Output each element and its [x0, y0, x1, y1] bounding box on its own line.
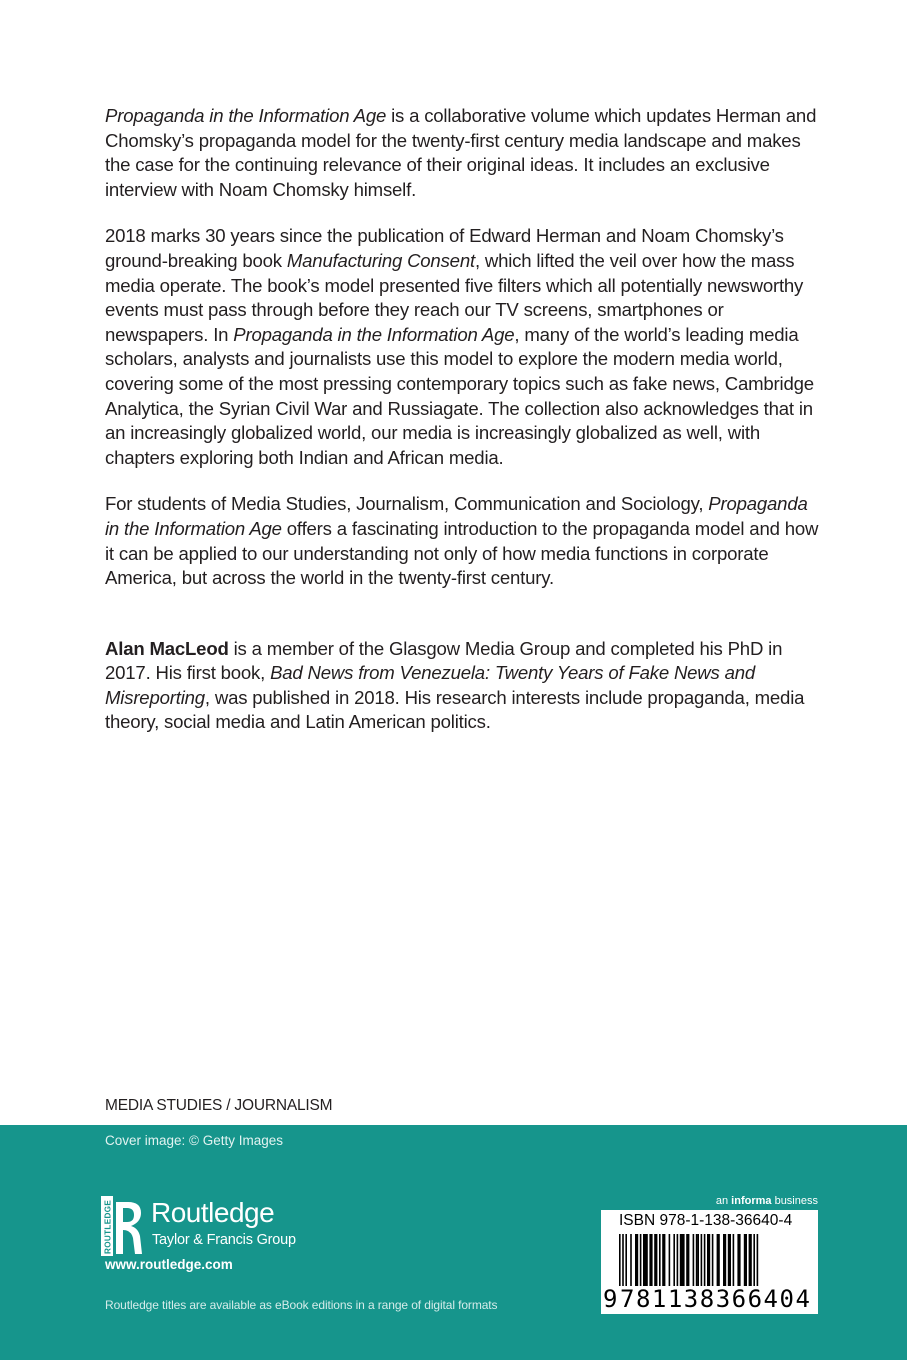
subject-category: MEDIA STUDIES / JOURNALISM — [105, 1097, 333, 1114]
barcode-bar — [654, 1234, 657, 1290]
barcode-bar — [737, 1234, 740, 1290]
routledge-mark-icon — [101, 1196, 143, 1256]
book-title: Propaganda in the Information Age — [105, 493, 808, 539]
book-title: Propaganda in the Information Age — [233, 323, 515, 345]
barcode-digit-string: 781138366404 — [617, 1286, 814, 1312]
barcode-bar — [701, 1234, 703, 1290]
ebook-note: Routledge titles are available as eBook editions in a range of digital formats — [105, 1298, 498, 1312]
book-title: Propaganda in the Information Age — [105, 105, 387, 126]
barcode-bar — [662, 1234, 665, 1290]
barcode-bar — [640, 1234, 642, 1290]
barcode-digits — [601, 1286, 818, 1312]
barcode-bar — [704, 1234, 706, 1290]
back-cover-copy — [105, 104, 825, 757]
barcode-bar — [712, 1234, 714, 1290]
barcode-bar — [669, 1234, 671, 1290]
blurb-paragraph-2: 2018 marks 30 years since the publication of Edward Herman and Noam Chomsky’s ground-breaking book Manufacturing Consent, which lifted the veil over how the mass media operate. The book’s model presented five filters which all potentially newsworthy events must pass through before they reach our TV screens, smartphones or newspapers. In Propaganda in the Information Age, many of the world’s leading media scholars, analysts and journalists use this model to explore the modern media world, covering some of the most pressing contemporary topics such as fake news, Cambridge Analytica, the Syrian Civil War and Russiagate. The collection also acknowledges that in an increasingly globalized world, our media is increasingly globalized as well, with chapters exploring both Indian and African media. — [105, 225, 814, 468]
barcode-bar — [728, 1234, 731, 1290]
routledge-vertical-mark: ROUTLEDGE — [103, 1199, 113, 1254]
barcode-bar — [707, 1234, 710, 1290]
referenced-book-title: Manufacturing Consent — [286, 249, 475, 271]
routledge-logo — [101, 1196, 341, 1256]
publisher-name: Routledge — [151, 1197, 275, 1228]
publisher-band — [0, 1125, 907, 1360]
barcode-first-digit: 9 — [603, 1285, 618, 1313]
isbn-barcode — [601, 1210, 818, 1314]
author-bio: Alan MacLeod is a member of the Glasgow Media Group and completed his PhD in 2017. His first book, Bad News from Venezuela: Twenty Years of Fake News and Misreporting, was published in 2018. His research interests include propaganda, media theory, social media and Latin American politics. — [105, 637, 805, 733]
blurb-paragraph-3: For students of Media Studies, Journalism, Communication and Sociology, Propaganda in the Information Age offers a fascinating introduction to the propaganda model and how it can be applied to our understanding not only of how media functions in corporate America, but across the world in the twenty-first century. — [105, 493, 819, 589]
barcode-bar — [673, 1234, 675, 1290]
barcode-bar — [643, 1234, 648, 1290]
barcode-bar — [677, 1234, 679, 1290]
barcode-bar — [680, 1234, 685, 1290]
barcode-bar — [717, 1234, 720, 1290]
cover-image-credit: Cover image: © Getty Images — [105, 1133, 284, 1148]
publisher-group: Taylor & Francis Group — [152, 1232, 296, 1248]
blurb-paragraph-1: Propaganda in the Information Age is a collaborative volume which updates Herman and Chomsky’s propaganda model for the twenty-first century media landscape and makes the case for the continuing relevance of their original ideas. It includes an exclusive interview with Noam Chomsky himself. — [105, 105, 817, 200]
barcode-bar — [659, 1234, 661, 1290]
barcode-bar — [744, 1234, 747, 1290]
author-name: Alan MacLeod — [105, 637, 229, 659]
publisher-website[interactable]: www.routledge.com — [105, 1257, 233, 1272]
barcode-bar — [625, 1234, 627, 1290]
informa-tagline: an informa business — [715, 1195, 818, 1207]
isbn-label: ISBN 978-1-138-36640-4 — [619, 1212, 793, 1229]
barcode-bar — [733, 1234, 735, 1290]
barcode-bar — [697, 1234, 699, 1290]
barcode-bar — [749, 1234, 752, 1290]
barcode-bar — [635, 1234, 638, 1290]
barcode-bar — [630, 1234, 632, 1290]
author-book-title: Bad News from Venezuela: Twenty Years of Fake News and Misreporting — [105, 662, 756, 708]
barcode-bar — [649, 1234, 652, 1290]
barcode-bar — [723, 1234, 726, 1290]
barcode-bar — [686, 1234, 689, 1290]
